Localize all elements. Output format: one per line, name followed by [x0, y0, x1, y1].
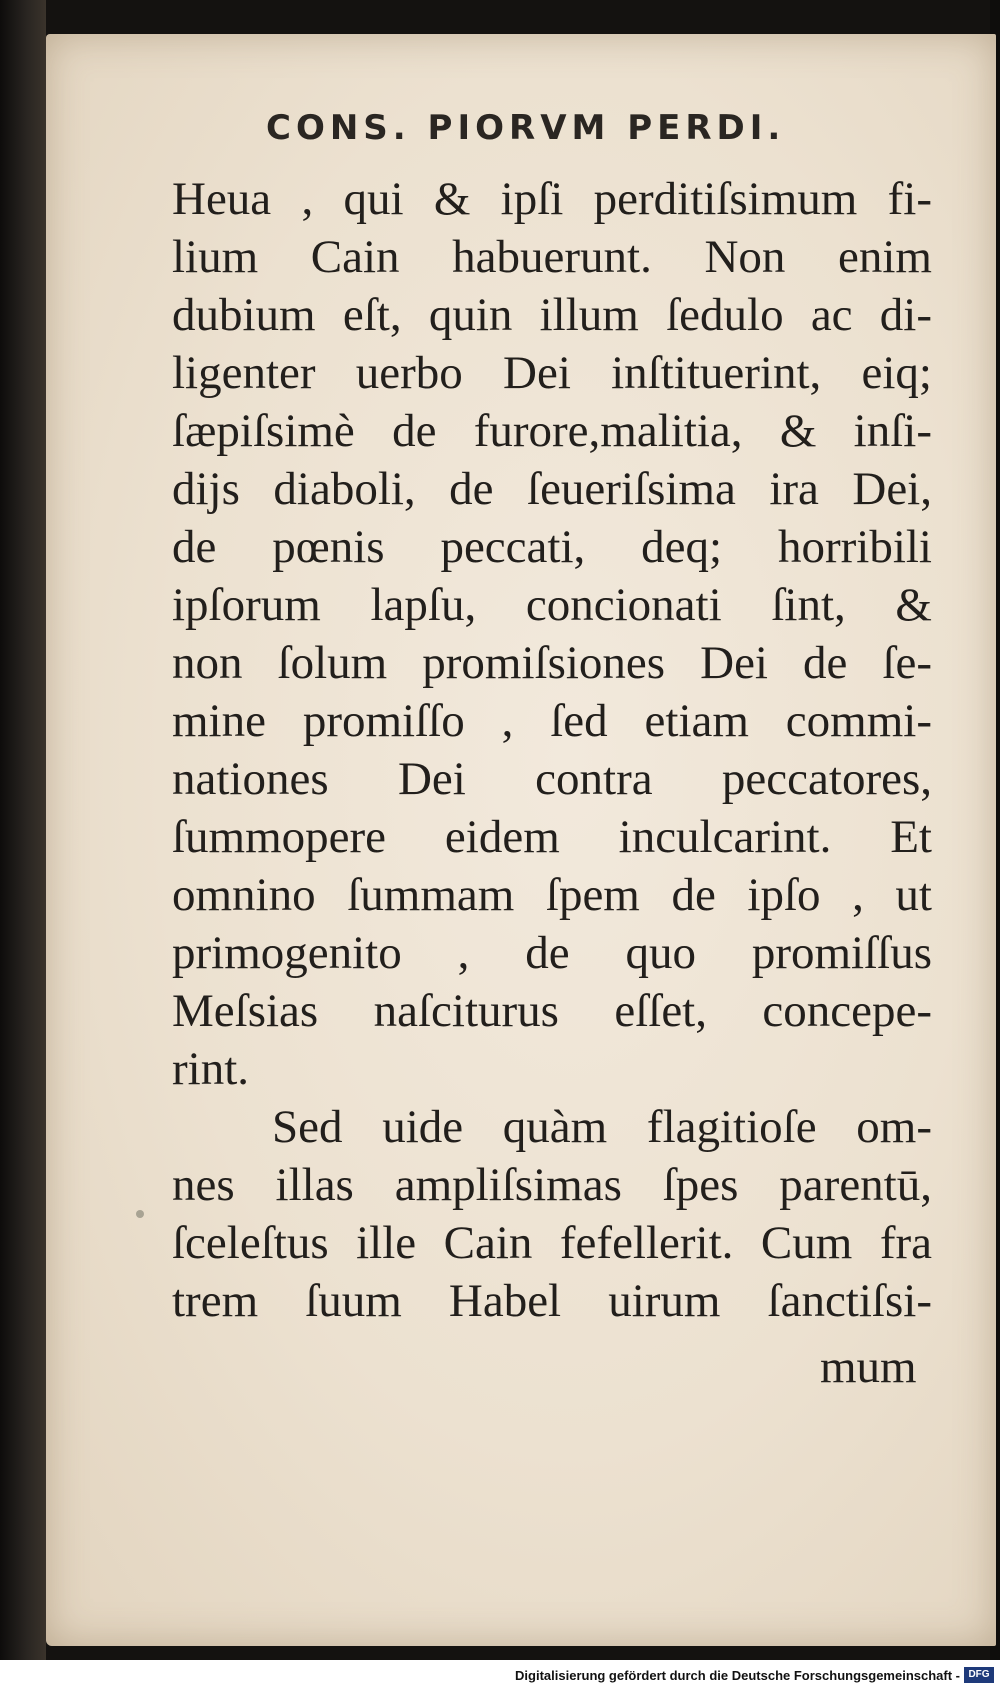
text-line: ſceleſtus ille Cain fefellerit. Cum fra	[172, 1217, 932, 1269]
text-line: omnino ſummam ſpem de ipſo , ut	[172, 869, 932, 921]
text-line: ligenter uerbo Dei inſtituerint, eiq;	[172, 347, 932, 399]
text-line: ipſorum lapſu, concionati ſint, &	[172, 579, 932, 631]
text-line: ſæpiſsimè de furore,malitia, & inſi-	[172, 405, 932, 457]
text-line: rint.	[172, 1043, 250, 1095]
footer-credit: Digitalisierung gefördert durch die Deutsche Forschungsgemeinschaft -	[515, 1668, 960, 1683]
text-line: trem ſuum Habel uirum ſanctiſsi-	[172, 1275, 932, 1327]
text-line: non ſolum promiſsiones Dei de ſe-	[172, 637, 932, 689]
page-speck	[136, 1210, 144, 1218]
page-text	[172, 170, 932, 1330]
text-line: dijs diaboli, de ſeueriſsima ira Dei,	[172, 463, 932, 515]
text-line: primogenito , de quo promiſſus	[172, 927, 932, 979]
digitization-footer	[0, 1660, 1000, 1692]
catchword: mum	[820, 1341, 917, 1393]
text-line: Meſsias naſciturus eſſet, concepe-	[172, 985, 932, 1037]
text-line: Sed uide quàm flagitioſe om-	[272, 1101, 932, 1153]
text-line: Heua , qui & ipſi perditiſsimum fi-	[172, 173, 932, 225]
text-line: lium Cain habuerunt. Non enim	[172, 231, 932, 283]
text-line: dubium eſt, quin illum ſedulo ac di-	[172, 289, 932, 341]
text-line: nes illas ampliſsimas ſpes parentū,	[172, 1159, 932, 1211]
text-line: ſummopere eidem inculcarint. Et	[172, 811, 932, 863]
book-spine	[0, 0, 46, 1660]
text-line: mine promiſſo , ſed etiam commi-	[172, 695, 932, 747]
text-line: de pœnis peccati, deq; horribili	[172, 521, 932, 573]
running-header: CONS. PIORVM PERDI.	[266, 108, 786, 148]
text-line: nationes Dei contra peccatores,	[172, 753, 932, 805]
dfg-logo: DFG	[964, 1667, 994, 1683]
